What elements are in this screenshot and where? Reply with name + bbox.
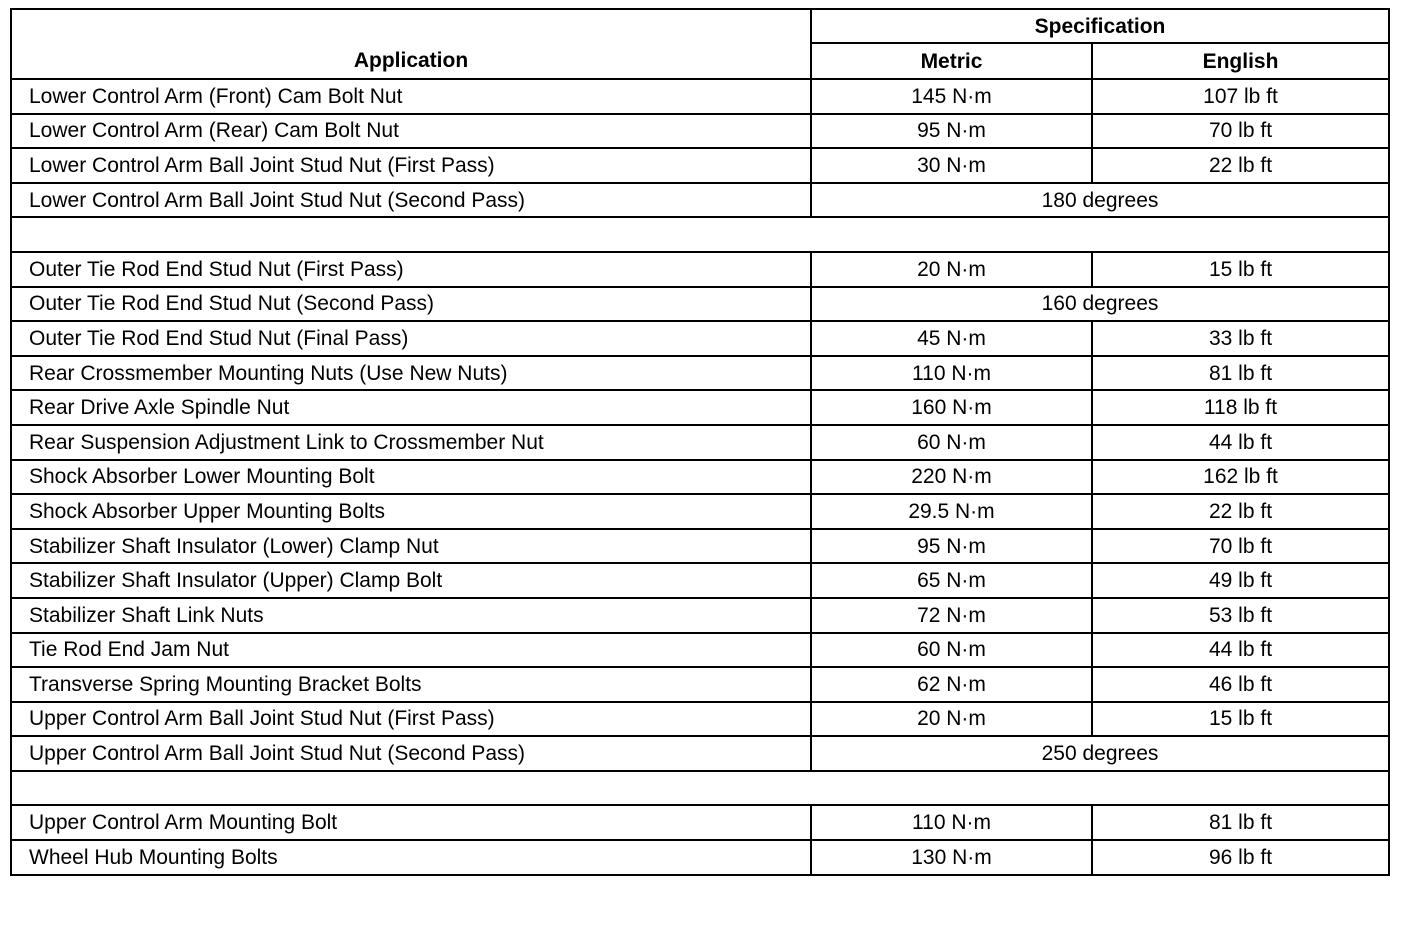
application-cell: Outer Tie Rod End Stud Nut (Second Pass): [11, 287, 811, 322]
application-cell: Rear Drive Axle Spindle Nut: [11, 390, 811, 425]
metric-cell: 95 N·m: [811, 529, 1092, 564]
english-cell: 22 lb ft: [1092, 494, 1389, 529]
english-cell: 33 lb ft: [1092, 321, 1389, 356]
application-cell: Rear Crossmember Mounting Nuts (Use New Nuts): [11, 356, 811, 391]
table-row: [11, 460, 1389, 495]
metric-cell: 72 N·m: [811, 598, 1092, 633]
application-header: Application: [11, 9, 811, 79]
english-cell: 15 lb ft: [1092, 702, 1389, 737]
table-row: [11, 840, 1389, 875]
table-row: [11, 633, 1389, 668]
torque-spec-table: [10, 8, 1390, 876]
application-cell: Shock Absorber Upper Mounting Bolts: [11, 494, 811, 529]
application-cell: Stabilizer Shaft Link Nuts: [11, 598, 811, 633]
specification-header: Specification: [811, 9, 1389, 43]
english-cell: 49 lb ft: [1092, 563, 1389, 598]
english-cell: 107 lb ft: [1092, 79, 1389, 114]
table-row: [11, 287, 1389, 322]
metric-cell: 130 N·m: [811, 840, 1092, 875]
english-cell: 46 lb ft: [1092, 667, 1389, 702]
application-cell: Outer Tie Rod End Stud Nut (First Pass): [11, 252, 811, 287]
table-row: [11, 114, 1389, 149]
metric-cell: 60 N·m: [811, 633, 1092, 668]
blank-cell: [11, 771, 1389, 806]
header-row: [11, 9, 1389, 43]
angle-spec-cell: 160 degrees: [811, 287, 1389, 322]
blank-row: [11, 771, 1389, 806]
metric-cell: 20 N·m: [811, 702, 1092, 737]
metric-cell: 160 N·m: [811, 390, 1092, 425]
table-row: [11, 425, 1389, 460]
english-cell: 96 lb ft: [1092, 840, 1389, 875]
english-cell: 162 lb ft: [1092, 460, 1389, 495]
application-cell: Outer Tie Rod End Stud Nut (Final Pass): [11, 321, 811, 356]
table-row: [11, 390, 1389, 425]
blank-cell: [11, 217, 1389, 252]
metric-cell: 95 N·m: [811, 114, 1092, 149]
table-row: [11, 79, 1389, 114]
metric-cell: 30 N·m: [811, 148, 1092, 183]
table-row: [11, 563, 1389, 598]
application-cell: Wheel Hub Mounting Bolts: [11, 840, 811, 875]
metric-cell: 45 N·m: [811, 321, 1092, 356]
english-cell: 118 lb ft: [1092, 390, 1389, 425]
metric-cell: 110 N·m: [811, 356, 1092, 391]
metric-cell: 65 N·m: [811, 563, 1092, 598]
english-cell: 44 lb ft: [1092, 425, 1389, 460]
table-row: [11, 667, 1389, 702]
english-header: English: [1092, 43, 1389, 79]
english-cell: 70 lb ft: [1092, 529, 1389, 564]
blank-row: [11, 217, 1389, 252]
metric-cell: 110 N·m: [811, 805, 1092, 840]
angle-spec-cell: 180 degrees: [811, 183, 1389, 218]
english-cell: 44 lb ft: [1092, 633, 1389, 668]
application-cell: Lower Control Arm (Front) Cam Bolt Nut: [11, 79, 811, 114]
metric-cell: 62 N·m: [811, 667, 1092, 702]
english-cell: 81 lb ft: [1092, 356, 1389, 391]
application-cell: Upper Control Arm Ball Joint Stud Nut (Second Pass): [11, 736, 811, 771]
english-cell: 22 lb ft: [1092, 148, 1389, 183]
application-cell: Upper Control Arm Mounting Bolt: [11, 805, 811, 840]
application-cell: Shock Absorber Lower Mounting Bolt: [11, 460, 811, 495]
metric-cell: 60 N·m: [811, 425, 1092, 460]
table-row: [11, 529, 1389, 564]
application-cell: Lower Control Arm (Rear) Cam Bolt Nut: [11, 114, 811, 149]
angle-spec-cell: 250 degrees: [811, 736, 1389, 771]
table-row: [11, 356, 1389, 391]
table-row: [11, 148, 1389, 183]
table-row: [11, 805, 1389, 840]
table-row: [11, 321, 1389, 356]
table-row: [11, 702, 1389, 737]
metric-cell: 29.5 N·m: [811, 494, 1092, 529]
metric-cell: 20 N·m: [811, 252, 1092, 287]
table-row: [11, 183, 1389, 218]
application-cell: Transverse Spring Mounting Bracket Bolts: [11, 667, 811, 702]
application-cell: Tie Rod End Jam Nut: [11, 633, 811, 668]
english-cell: 15 lb ft: [1092, 252, 1389, 287]
metric-cell: 220 N·m: [811, 460, 1092, 495]
table-row: [11, 736, 1389, 771]
metric-cell: 145 N·m: [811, 79, 1092, 114]
table-body: [11, 79, 1389, 875]
application-cell: Rear Suspension Adjustment Link to Crossmember Nut: [11, 425, 811, 460]
table-row: [11, 598, 1389, 633]
table-row: [11, 494, 1389, 529]
english-cell: 81 lb ft: [1092, 805, 1389, 840]
english-cell: 70 lb ft: [1092, 114, 1389, 149]
table-row: [11, 252, 1389, 287]
metric-header: Metric: [811, 43, 1092, 79]
application-cell: Lower Control Arm Ball Joint Stud Nut (Second Pass): [11, 183, 811, 218]
application-cell: Lower Control Arm Ball Joint Stud Nut (First Pass): [11, 148, 811, 183]
english-cell: 53 lb ft: [1092, 598, 1389, 633]
application-cell: Stabilizer Shaft Insulator (Lower) Clamp Nut: [11, 529, 811, 564]
application-cell: Upper Control Arm Ball Joint Stud Nut (First Pass): [11, 702, 811, 737]
application-cell: Stabilizer Shaft Insulator (Upper) Clamp Bolt: [11, 563, 811, 598]
